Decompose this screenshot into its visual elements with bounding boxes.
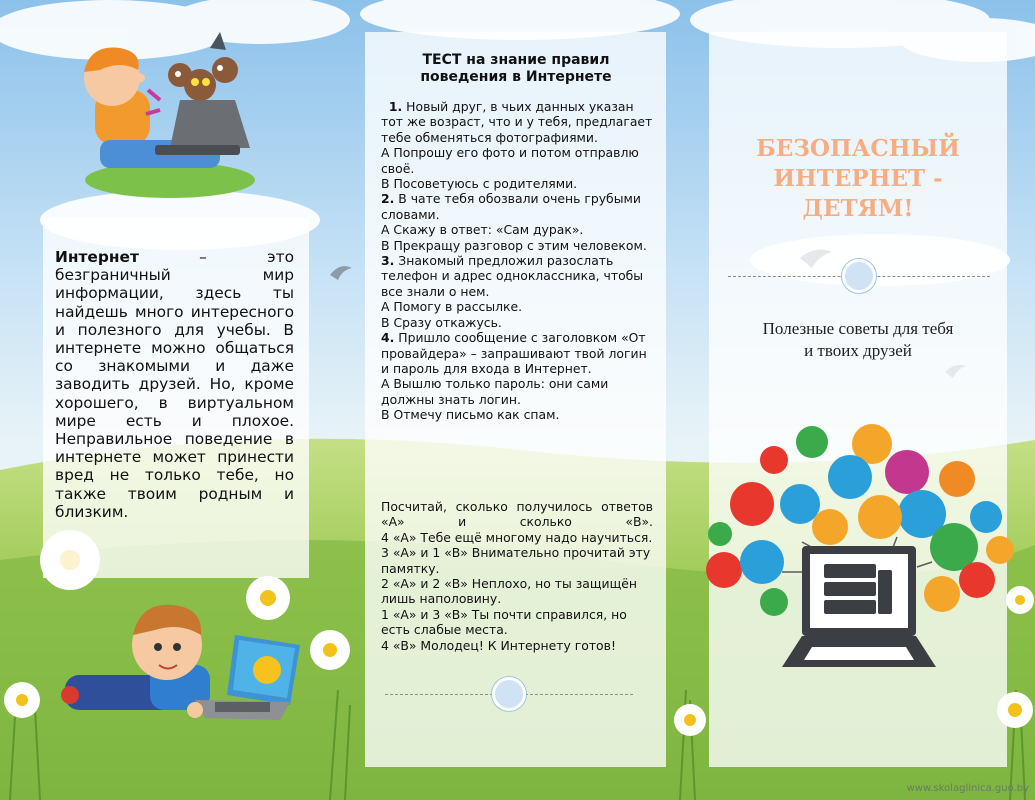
laptop-with-icons-illustration [702,422,1022,672]
search-icon [986,536,1014,564]
phone-icon [885,450,929,494]
question-text: В чате тебя обозвали очень грубыми словами. [381,191,641,222]
boy-with-laptop-illustration [60,30,260,200]
cover-subtitle: Полезные советы для тебя и твоих друзей [762,319,954,360]
boy-lying-laptop-illustration [55,590,305,740]
answer-option-b: В Отмечу письмо как спам. [381,407,560,423]
coffee-icon [780,484,820,524]
result-line: 2 «А» и 2 «В» Неплохо, но ты защищён лишь наполовину. [381,576,638,607]
internet-lead-word: Интернет [55,248,139,266]
internet-description-text: – это безграничный мир информации, здесь ты найдешь много интересного и полезного для учебы. В интернете можно общаться со знакомыми и даже заводить друзей. Но, кроме хорошего, в виртуальном мире есть и плохое. Неправильное поведение в интернете может принести вред не только тебе, но также твоим родным и близким. [55,248,294,521]
question-3 [381,253,653,299]
question-2 [381,191,653,222]
question-1 [381,99,653,145]
decorative-circle [842,259,876,293]
answer-option-b: В Сразу откажусь. [381,314,502,330]
laptop-icon [730,482,774,526]
answer-option-b: В Посоветуюсь с родителями. [381,176,578,192]
battery-icon [939,461,975,497]
answer-option-a: А Попрошу его фото и потом отправлю своё. [381,145,639,176]
monitor-icon [740,540,784,584]
answer-option-a: А Скажу в ответ: «Сам дурак». [381,222,584,238]
result-line: 1 «А» и 3 «В» Ты почти справился, но есть слабые места. [381,606,627,638]
watermark: www.skolaglinica.guo.by [906,783,1029,794]
internet-description [55,248,294,521]
clipboard-icon [760,446,788,474]
question-number: 1. [388,99,403,114]
answer-option-a: А Помогу в рассылке. [381,299,523,315]
question-number: 4. [381,330,395,346]
question-text: Новый друг, в чьих данных указан тот же возраст, что и у тебя, предлагает тебе обменяться фотографиями. [381,99,653,145]
cover-title: БЕЗОПАСНЫЙ ИНТЕРНЕТ - ДЕТЯМ! [756,135,960,222]
network-icon [959,562,995,598]
question-number: 2. [381,191,395,207]
clock-icon [796,426,828,458]
result-line: 4 «А» Тебе ещё многому надо научиться. [381,529,653,545]
globe-icon [970,501,1002,533]
pencil-icon [708,522,732,546]
answer-option-a: А Вышлю только пароль: они сами должны знать логин. [381,376,609,407]
result-line: 3 «А» и 1 «В» Внимательно прочитай эту памятку. [381,545,651,576]
question-number: 3. [381,253,395,269]
scoring-section [381,499,653,653]
mouse-icon [760,588,788,616]
test-title: ТЕСТ на знание правил поведения в Интернете [420,52,612,85]
question-4 [381,330,653,376]
answer-option-b: В Прекращу разговор с этим человеком. [381,237,647,253]
people-icon [828,455,872,499]
book-icon [706,552,742,588]
chart-icon [858,495,902,539]
mail-icon [924,576,960,612]
test-questions [381,99,653,423]
decorative-circle [492,677,526,711]
result-line: 4 «В» Молодец! К Интернету готов! [381,637,616,653]
question-text: Знакомый предложил разослать телефон и адрес одноклассника, чтобы все знали о нем. [381,253,644,299]
scoring-intro: Посчитай, сколько получилось ответов «А» и сколько «В». [381,499,653,530]
question-text: Пришло сообщение с заголовком «От провайдера» – запрашивают твой логин и пароль для входа в Интернет. [381,330,647,376]
chat-icon [812,509,848,545]
